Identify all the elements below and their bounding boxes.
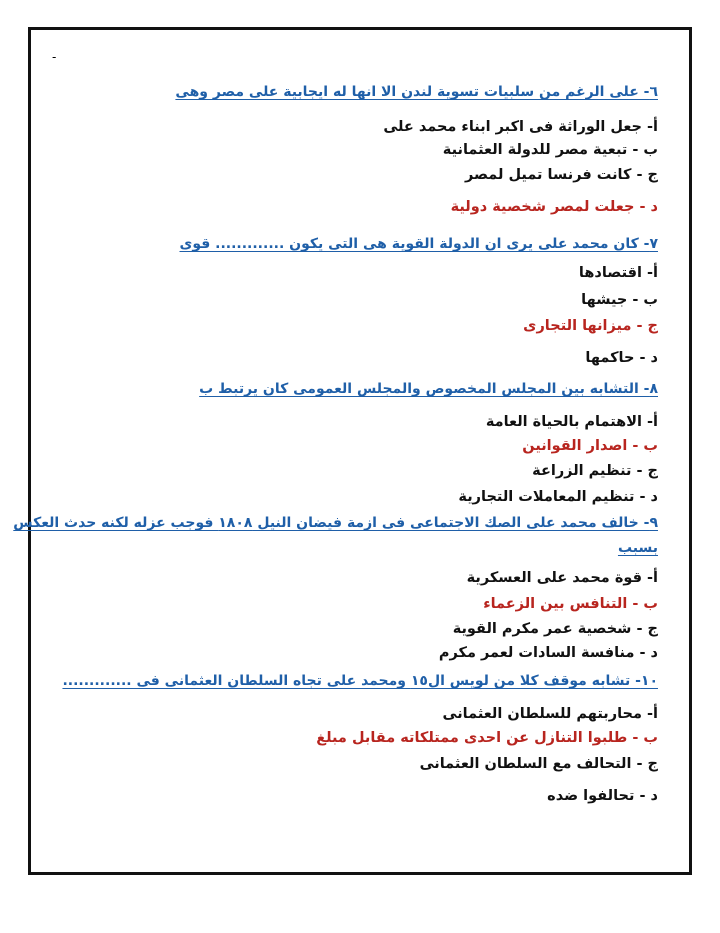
q9-option-c: ج - شخصية عمر مكرم القوية	[452, 621, 658, 637]
q10-option-a: أ- محاربتهم للسلطان العثمانى	[442, 706, 658, 722]
q7-option-d: د - حاكمها	[585, 350, 658, 366]
q10-option-b-answer: ب - طلبوا التنازل عن احدى ممتلكاته مقابل مبلغ	[316, 730, 658, 746]
q6-option-d-answer: د - جعلت لمصر شخصية دولية	[450, 199, 658, 215]
question-8: ٨- التشابه بين المجلس المخصوص والمجلس العمومى كان يرتبط ب	[199, 381, 658, 397]
q9-option-d: د - منافسة السادات لعمر مكرم	[438, 645, 658, 661]
question-6: ٦- على الرغم من سلبيات تسوية لندن الا انها له ايجابية على مصر وهى	[175, 84, 658, 100]
q8-option-a: أ- الاهتمام بالحياة العامة	[485, 414, 658, 430]
q8-option-c: ج - تنظيم الزراعة	[532, 463, 658, 479]
question-7: ٧- كان محمد على يرى ان الدولة القوية هى التى يكون ............. قوى	[179, 236, 658, 252]
q9-option-a: أ- قوة محمد على العسكرية	[466, 570, 658, 586]
q10-option-d: د - تحالفوا ضده	[547, 788, 658, 804]
q10-option-c: ج - التحالف مع السلطان العثمانى	[419, 756, 658, 772]
stray-dot: -	[52, 50, 57, 64]
q6-option-b: ب - تبعية مصر للدولة العثمانية	[442, 142, 658, 158]
q8-option-d: د - تنظيم المعاملات التجارية	[458, 489, 658, 505]
q6-option-c: ج - كانت فرنسا تميل لمصر	[464, 167, 658, 183]
q9-option-b-answer: ب - التنافس بين الزعماء	[483, 596, 658, 612]
question-9: ٩- خالف محمد على الصك الاجتماعى فى ازمة فيضان النيل ١٨٠٨ فوجب عزله لكنه حدث العكس	[13, 515, 658, 531]
q7-option-b: ب - جيشها	[581, 292, 658, 308]
question-9-continued: بسبب	[617, 540, 658, 556]
question-10: ١٠- تشابه موقف كلا من لويس ال١٥ ومحمد على تجاه السلطان العثمانى فى .............	[62, 673, 658, 689]
q7-option-c-answer: ج - ميزانها التجارى	[523, 318, 658, 334]
q7-option-a: أ- اقتصادها	[578, 265, 658, 281]
q6-option-a: أ- جعل الوراثة فى اكبر ابناء محمد على	[383, 119, 658, 135]
q8-option-b-answer: ب - اصدار القوانين	[522, 438, 658, 454]
